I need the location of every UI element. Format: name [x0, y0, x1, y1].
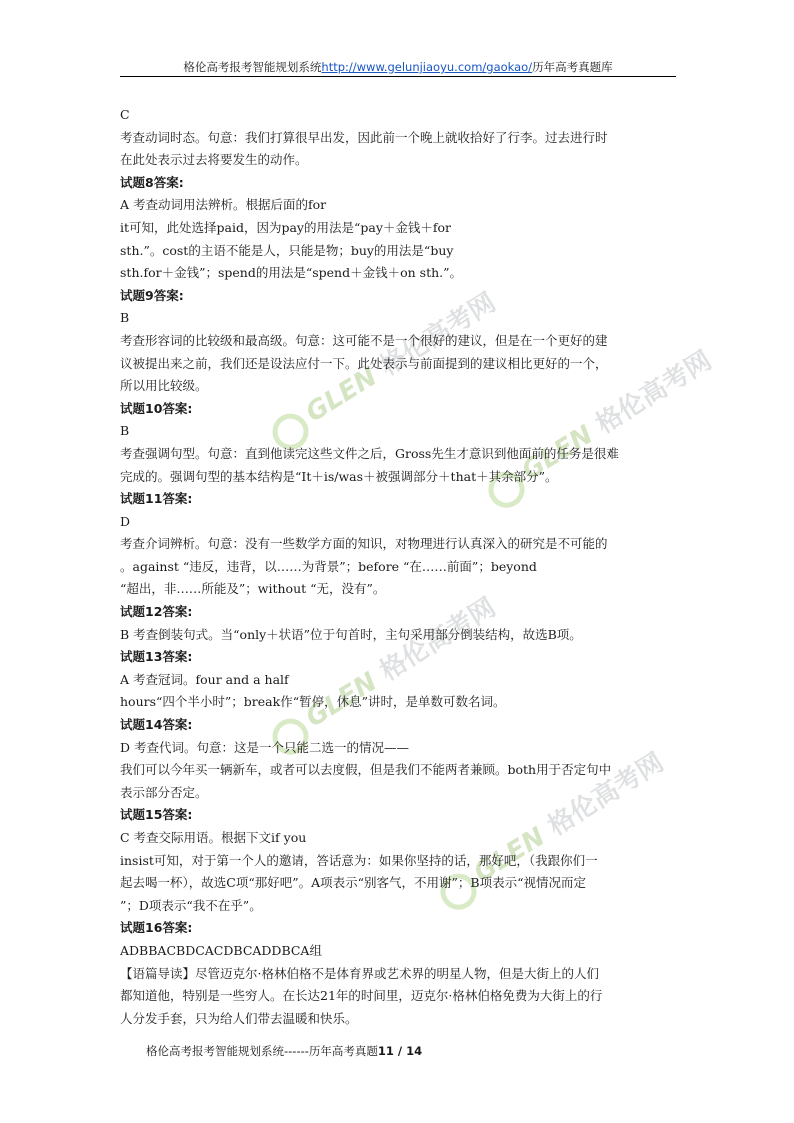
text-line: 所以用比较级。	[120, 378, 208, 394]
header-title: 格伦高考报考智能规划系统	[183, 60, 322, 74]
question-heading: 试题16答案:	[120, 920, 193, 936]
watermark-logo: GLEN格伦高考网	[262, 588, 505, 762]
question-heading: 试题15答案:	[120, 807, 193, 823]
question-heading: 试题10答案:	[120, 400, 193, 416]
page-header	[120, 58, 676, 77]
text-line: C	[120, 107, 130, 122]
header-suffix: 历年高考真题库	[532, 60, 613, 74]
text-line: 在此处表示过去将要发生的动作。	[120, 152, 308, 168]
text-line: 人分发手套，只为给人们带去温暖和快乐。	[120, 1010, 358, 1026]
text-line: A 考查动词用法辨析。根据后面的for	[120, 197, 327, 213]
text-line: 考查动词时态。句意：我们打算很早出发，因此前一个晚上就收拾好了行李。过去进行时	[120, 129, 608, 145]
answer-content	[120, 104, 680, 1030]
text-line: it可知，此处选择paid，因为pay的用法是“pay＋金钱＋for	[120, 219, 452, 235]
text-line: 【语篇导读】尽管迈克尔·格林伯格不是体育界或艺术界的明星人物，但是大街上的人们	[120, 965, 599, 981]
page-number: 11 / 14	[377, 1044, 423, 1058]
text-line: 议被提出来之前，我们还是设法应付一下。此处表示与前面提到的建议相比更好的一个，	[120, 355, 608, 371]
page-footer	[146, 1043, 422, 1059]
text-line: D 考查代词。句意：这是一个只能二选一的情况——	[120, 739, 409, 755]
watermark-logo: GLEN格伦高考网	[430, 743, 673, 917]
text-line: insist可知，对于第一个人的邀请，答话意为：如果你坚持的话，那好吧，（我跟你们一	[120, 852, 598, 868]
question-heading: 试题12答案:	[120, 604, 193, 620]
text-line: 起去喝一杯），故选C项“那好吧”。A项表示“别客气，不用谢”；B项表示“视情况而定	[120, 875, 586, 891]
text-line: B	[120, 310, 130, 326]
watermark-logo: GLEN格伦高考网	[478, 341, 721, 515]
text-line: 我们可以今年买一辆新车，或者可以去度假，但是我们不能两者兼顾。both用于否定句中	[120, 762, 612, 778]
header-link[interactable]: http://www.gelunjiaoyu.com/gaokao/	[321, 60, 533, 74]
text-line: sth.for＋金钱”；spend的用法是“spend＋金钱＋on sth.”。	[120, 265, 463, 281]
question-heading: 试题14答案:	[120, 717, 193, 733]
text-line: 考查介词辨析。句意：没有一些数学方面的知识，对物理进行认真深入的研究是不可能的	[120, 536, 608, 552]
text-line: D	[120, 513, 131, 529]
text-line: sth.”。cost的主语不能是人，只能是物；buy的用法是“buy	[120, 242, 454, 258]
text-line: 考查形容词的比较级和最高级。句意：这可能不是一个很好的建议，但是在一个更好的建	[120, 332, 608, 348]
question-heading: 试题11答案:	[120, 491, 193, 507]
text-line: B	[120, 423, 130, 439]
text-line: ”；D项表示“我不在乎”。	[120, 897, 262, 913]
text-line: 都知道他，特别是一些穷人。在长达21年的时间里，迈克尔·格林伯格免费为大街上的行	[120, 988, 603, 1004]
text-line: 完成的。强调句型的基本结构是“It＋is/was＋被强调部分＋that＋其余部分”。	[120, 468, 558, 484]
text-line: 表示部分否定。	[120, 784, 208, 800]
text-line: ADBBACBDCACDBCADDBCA组	[120, 942, 322, 958]
question-heading: 试题9答案:	[120, 287, 184, 303]
watermark-logo: GLEN格伦高考网	[262, 283, 505, 457]
footer-text: 格伦高考报考智能规划系统------历年高考真题	[146, 1044, 378, 1058]
text-line: 考查强调句型。句意：直到他读完这些文件之后，Gross先生才意识到他面前的任务是很难	[120, 445, 619, 461]
text-line: A 考查冠词。four and a half	[120, 671, 289, 687]
text-line: hours“四个半小时”；break作“暂停，休息”讲时，是单数可数名词。	[120, 694, 506, 710]
question-heading: 试题13答案:	[120, 649, 193, 665]
text-line: B 考查倒装句式。当“only＋状语”位于句首时，主句采用部分倒装结构，故选B项。	[120, 626, 582, 642]
text-line: “超出，非……所能及”；without “无，没有”。	[120, 581, 386, 597]
text-line: C 考查交际用语。根据下文if you	[120, 830, 307, 845]
text-line: 。against “违反，违背，以……为背景”；before “在……前面”；beyond	[120, 558, 537, 574]
question-heading: 试题8答案:	[120, 174, 184, 190]
